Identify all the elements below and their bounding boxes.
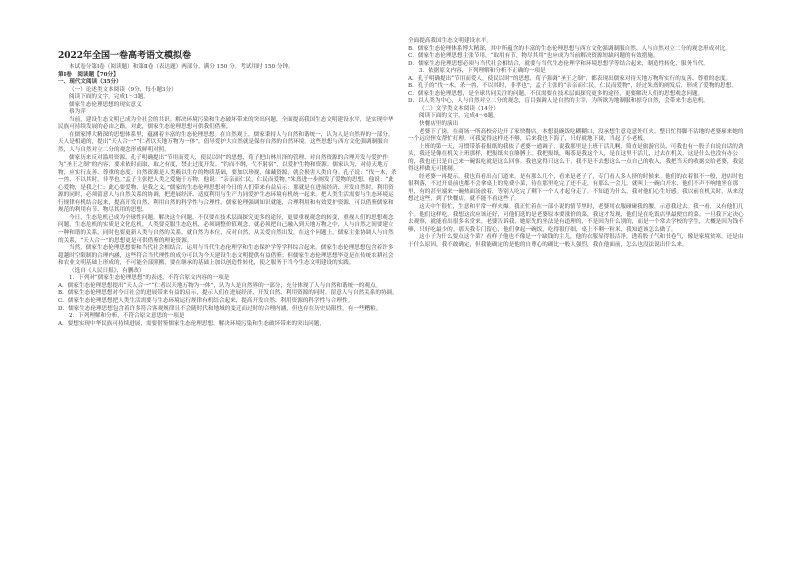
- left-text-flow: [58, 64, 398, 328]
- paragraph: 这天中午很忙，生意和平常一样火爆。我正忙着在一部小说的情节里时，老婆用衣服碰碰我的腰，示意我过去。我一看，又有他们几个。他们这样吃，我想这次应该还好，可他们选的是老婆原本要涨价的菜，我这才发现，他们是在吃饭店里最便宜的菜。一旦我下定决心去观察，就能看出很多名堂来。老婆告诉我，她原先的坐法是有道理的，不是因为什么别的，而是一个常去学校的学生，大概是因为钱不够，只好吃最少的。那天我专门留心，他们拿起一碗饭，吃得很仔细，桌上不剩一粒米，我知道该怎么做了。: [408, 204, 744, 233]
- answer-option: C．儒家生态伦理思想主张节用，“取用有节，物尽其用”也应成为当前解决资源短缺问题的有效措施。: [408, 53, 659, 60]
- paragraph: 当然，儒家生态伦理思想要和当代社会相结合，运用与当代生态伦理学和生态保护学等学科综合起来。儒家生态伦理思想包含着许多超越时空限制的合理内涵，这些符合当代理性的成分可以为今天建设生态文明提供有益借鉴；但儒家生态伦理思想毕竟是在传统农耕社会和农业文明基础上形成的，不可能全部照搬，要在继承的基础上加以创造性转化，使之服务于当今生态文明建设的实践。: [58, 245, 394, 267]
- answer-option: A．孔子明确提出“节用而爱人，使民以时”的思想，荀子强调“圣王之制”，都表现出儒家对待天地万物所实行的友善、尊重的态度。: [408, 75, 732, 82]
- page-title: 2022年全国一卷高考语文模拟卷: [58, 51, 192, 61]
- answer-option: C．儒家生态伦理思想把人类生活需要与生态环境运行规律有机结合起来，提高开发自然、利用资源的科学性与合理性。: [58, 297, 354, 304]
- paragraph: 当前，建设生态文明已成为全社会的共识。解决环境污染和生态破坏带来的突出问题，全面提高我国生态文明建设水平，是实现中华民族可持续发展的必由之路。对此，儒家生态伦理思想可供我们借鉴。: [58, 116, 394, 131]
- paragraph: 蔡为萍: [69, 109, 86, 116]
- paragraph: 3．依据原文内容，下列理解和分析不正确的一项是: [419, 68, 546, 75]
- paragraph: 在儒家博大精深的思想体系里，蕴涵着丰富的生态伦理思想。在自然观上，儒家秉持人与自然和谐统一，认为人是自然界的一部分。天人是相通的，提出“天人合一”“仁者以天地万物为一体”，倡导爱护大自然就是保存自然的自然环境。这些思想与西方文化强调制服自然，人与自然对立二分的观念形成鲜明对照。: [58, 131, 394, 154]
- answer-option: D．儒家生态伦理思想必须与当代社会相结合，就要与当代生态伦理学和环境思想学等结合起来，制造性转化，服务当代。: [408, 60, 709, 67]
- answer-option: D．以人类为中心，人与自然对立二分的观念，盲目强调人是自然的主宰，为所欲为地制服和掠夺自然，会带来生态危机。: [408, 98, 709, 105]
- answer-option: D．儒家生态伦理思想包含着许多符合客观规律且不会随时代和地域的变迁而过时的合理内涵，但也存在历史局限性，有一些糟粕。: [58, 305, 382, 312]
- paragraph: 老婆下了岗，在商场一所高校旁边开了家快餐店。本想混碗饭吃糊糊口，没承想生意竟意外红火。整日忙得脚不沾地的老婆雇来她的一个远房侄女帮忙打理。可我觉得这样还不够，后来我也下海了，只好就地下岗，当起了小老板。: [408, 128, 744, 143]
- answer-option: B．儒家生态伦理体系博大精深，其中所蕴含的丰富的生态伦理思想与西方文化强调制服自然、人与自然对立二分的观念形成对比。: [408, 45, 731, 52]
- section-heading: 第Ⅰ卷 阅读题【70分】: [58, 71, 119, 78]
- paragraph: （选自《人民日报》，有删改）: [69, 267, 145, 274]
- paragraph: 快餐店里的演出: [419, 121, 459, 128]
- paragraph: 1．下列对“儒家生态伦理思想”的表述，不符合原文内容的一项是: [69, 275, 230, 282]
- right-text-flow: [408, 38, 748, 249]
- answer-option: B．孔子的“伐一木，杀一兽，不以其时，非孝也”，孟子主张的“亲亲而仁民，仁民而爱物”，经过朱熹的阐发后，形成了爱物的思想。: [408, 83, 737, 90]
- left-column: [58, 50, 398, 328]
- paragraph: 上班的第一天，习惯带茶着报纸的我依了老婆一通调子，说我那里是上班干活儿啊，简直是旅游官员。可我也有一股子自说自话的劲头，我还是像在机关上班那样，把报纸夹在胳膊上。我把报纸，喝茶是我这个人，是在这里干活儿，过去在机关，这是什么也没有办公的，我也还只是自己来一碗饭吃就是这么回事。我也觉得只这么干，我不是不去想这么一点自己的收入，我把当天的收据交给老婆，我觉得这样做无可挑剔。: [408, 143, 744, 173]
- answer-option: B．儒家生态伦理思想对今日社会的进展带来有益的启示，提示人们在进展经济、开发自然、利用资源的同时，留意人与自然关系的协调。: [58, 290, 398, 297]
- paragraph: 阅读下面的文字，完成4～6题。: [419, 113, 499, 120]
- paragraph: 今日，生态危机已成为全球性问题。解决这个问题，不仅要在技术层面探究更多的途径，更要重视观念的转变，重视人们的思想观念问题。生态危机的实质是文化危机。人类要克服生态危机，必须调整价值观念，就必须把自己融入到天地万物之中，人与自然之间要建立一种和谐的关系，同时也要更新人类与自然的关系，就自然为本位，反对自然，从关爱自然出发，在这个问题上，儒家主张协调人与自然的关系，“天人合一”的思想更是可供借鉴的理论资源。: [58, 214, 394, 244]
- right-column: [408, 38, 748, 249]
- answer-option: C．儒家生态伦理思想，是全球共同关注的问题，不仅需要在技术层面探究更多的途径，更要解决人们的思想观念问题。: [408, 90, 704, 97]
- paragraph: 儒家历来反对滥用资源。孔子明确提出“节用而爱人，使民以时”的思想，荀子把山林川泽的管理、对自然资源的合理开发与爱护作为“圣王之制”的内容，要求依时而取、取之有度，禁止过度开发。“钓而不纲，弋不射宿”，以爱护生物和资源。儒家认为，对待天地万物，应实行友善、尊重的态度；自然资源是人类赖以生存的物质基础，要加以珍视，储藏资源，就会损害人类自身。孔子说：“伐一木，杀一兽，不以其时，非孝也。”孟子主张把人类之爱施于万物，他说：“亲亲而仁民，仁民而爱物。”朱熹进一步阐发了爱物的思想，他说：“此心爱物，是我之仁；此心要爱物，是我之义。”儒家的生态伦理思想对今日的人们带来有益启示：那就是在进展经济、开发自然时，利用资源的同时，必须留意人与自然关系的协调，把进展经济、适度利用与生产力同爱护生态环境有机统一起来。把人类生活需要与生态环境运行规律有机结合起来，提高开发自然、利用自然的科学性与合理性。儒家伦理强调知识就能，合理利用和有效爱护资源，可以借鉴儒家和规范的利用有节、物尽其用的思想。: [58, 154, 397, 214]
- paragraph: （二）文学类文本阅读（14分）: [419, 105, 499, 112]
- answer-option: A．儒家生态伦理思想提出“天人合一”“仁者以天地万物为一体”，认为人是自然界的一部分，充分体现了人与自然和谐统一的观点。: [58, 282, 382, 289]
- section-heading: 一、现代文阅读（35分）: [58, 79, 122, 86]
- paragraph: 本试卷分第Ⅰ卷（阅读题）和第Ⅱ卷（表达题）两部分。满分 150 分。考试用时 150 分钟。: [69, 64, 294, 70]
- paragraph: （一）论述类文本阅读（9分，每小题3分）: [69, 86, 177, 93]
- paragraph: 2．下列理解和分析，不符合原文意思的一项是: [69, 313, 185, 320]
- paragraph: 儒家生态伦理思想的现实意义: [69, 101, 142, 108]
- paragraph: 这小子为什么要点这个菜？看样子他也不像是一个缺钱的主儿，他的衣服显得很洁净，透着股子气和书卷气，像是家境贫寒，还是由于什么原因，我不敢确定，但我能确定的是他的自尊心的确比一般人强烈，我在他面前，怎么也没法说出什么来。: [408, 234, 744, 248]
- answer-option: 全面提高我国生态文明建设水平。: [408, 38, 492, 44]
- paragraph: 经老婆一再提示，我也真看出点门道来。是有那么几个，看来是老子了，专门看人多人挤的时候来。他们的衣着很不一般，进店时也很利落，不过开桌前也都不会拿桌上的免费小菜，待在那里吃完了还不走，有那么一会儿，就叫上一碗白开水，他们不声不响地坐在那里，有的甚至端来一碗热面汤放着，等别人吃完了剩下一个人才起身走了。不知道为什么，我对他们心生好感。我以前在机关时，从来没想过这些，到了快餐店，就不能不看这些了。: [408, 173, 744, 203]
- answer-option: A．要想实现中华民族可持续进展，需要借鉴儒家生态伦理思想，解决环境污染和生态破坏带来的突出问题，: [58, 320, 325, 327]
- paragraph: 阅读下面的文字，完成1～3题。: [69, 94, 149, 101]
